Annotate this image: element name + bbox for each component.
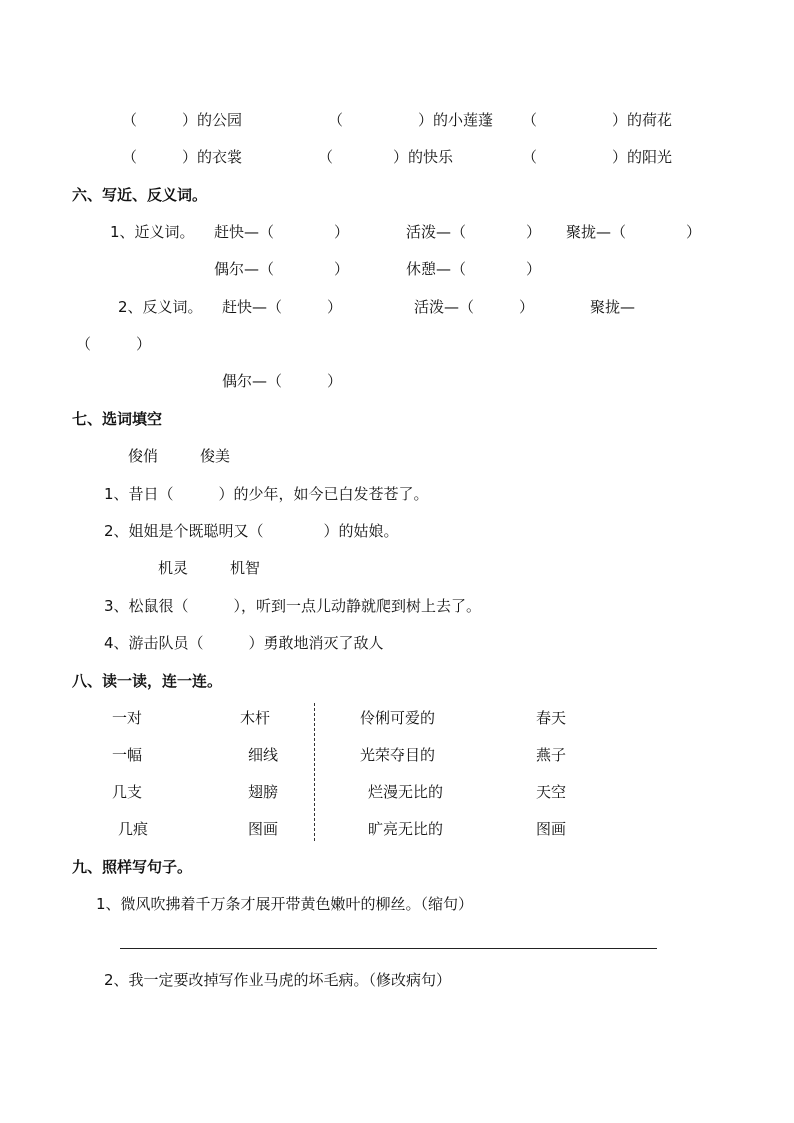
antonym-item: 活泼—（ ） <box>414 298 535 316</box>
word-option: 机灵 <box>158 559 189 577</box>
match-object: 图画 <box>536 820 567 838</box>
word-option: 机智 <box>230 559 261 577</box>
fill-blank-happiness: （ ）的快乐 <box>318 148 454 166</box>
word-option: 俊俏 <box>128 447 159 465</box>
sentence-question: 2、我一定要改掉写作业马虎的坏毛病。（修改病句） <box>104 971 452 989</box>
sentence-question: 1、微风吹拂着千万条才展开带黄色嫩叶的柳丝。（缩句） <box>96 895 474 913</box>
fill-blank-lotus-flower: （ ）的荷花 <box>522 111 673 129</box>
question-line: 1、昔日（ ）的少年，如今已白发苍苍了。 <box>104 485 429 503</box>
match-adjective: 烂漫无比的 <box>368 783 444 801</box>
antonym-item: 赶快—（ ） <box>222 298 343 316</box>
antonym-item: 偶尔—（ ） <box>222 372 343 390</box>
antonym-label: 2、反义词。 <box>118 298 203 316</box>
fill-blank-lotus-pod: （ ）的小莲蓬 <box>328 111 494 129</box>
antonym-item: 聚拢— <box>590 298 636 316</box>
match-noun: 图画 <box>248 820 279 838</box>
match-noun: 木杆 <box>240 709 271 727</box>
word-option: 俊美 <box>200 447 231 465</box>
match-measure-word: 一幅 <box>112 746 143 764</box>
answer-line <box>120 948 657 949</box>
synonym-item: 休憩—（ ） <box>406 260 542 278</box>
match-adjective: 光荣夺目的 <box>360 746 436 764</box>
match-object: 春天 <box>536 709 567 727</box>
synonym-item: 聚拢—（ ） <box>566 223 702 241</box>
match-measure-word: 几痕 <box>118 820 149 838</box>
antonym-item-continued: （ ） <box>76 335 152 353</box>
synonym-item: 偶尔—（ ） <box>214 260 350 278</box>
match-noun: 细线 <box>248 746 279 764</box>
match-noun: 翅膀 <box>248 783 279 801</box>
section-heading-matching: 八、读一读，连一连。 <box>72 672 223 690</box>
match-object: 燕子 <box>536 746 567 764</box>
match-measure-word: 几支 <box>112 783 143 801</box>
match-object: 天空 <box>536 783 567 801</box>
match-adjective: 旷亮无比的 <box>368 820 444 838</box>
section-heading-sentences: 九、照样写句子。 <box>72 858 193 876</box>
question-line: 4、游击队员（ ）勇敢地消灭了敌人 <box>104 634 384 652</box>
fill-blank-park: （ ）的公园 <box>122 111 243 129</box>
synonym-label: 1、近义词。 <box>110 223 195 241</box>
question-line: 2、姐姐是个既聪明又（ ）的姑娘。 <box>104 522 399 540</box>
fill-blank-clothes: （ ）的衣裳 <box>122 148 243 166</box>
synonym-item: 赶快—（ ） <box>214 223 350 241</box>
question-line: 3、松鼠很（ ），听到一点儿动静就爬到树上去了。 <box>104 597 482 615</box>
match-adjective: 伶俐可爱的 <box>360 709 436 727</box>
fill-blank-sunshine: （ ）的阳光 <box>522 148 673 166</box>
section-heading-word-choice: 七、选词填空 <box>72 410 163 428</box>
synonym-item: 活泼—（ ） <box>406 223 542 241</box>
column-divider <box>314 703 315 841</box>
section-heading-synonyms: 六、写近、反义词。 <box>72 186 208 204</box>
match-measure-word: 一对 <box>112 709 143 727</box>
